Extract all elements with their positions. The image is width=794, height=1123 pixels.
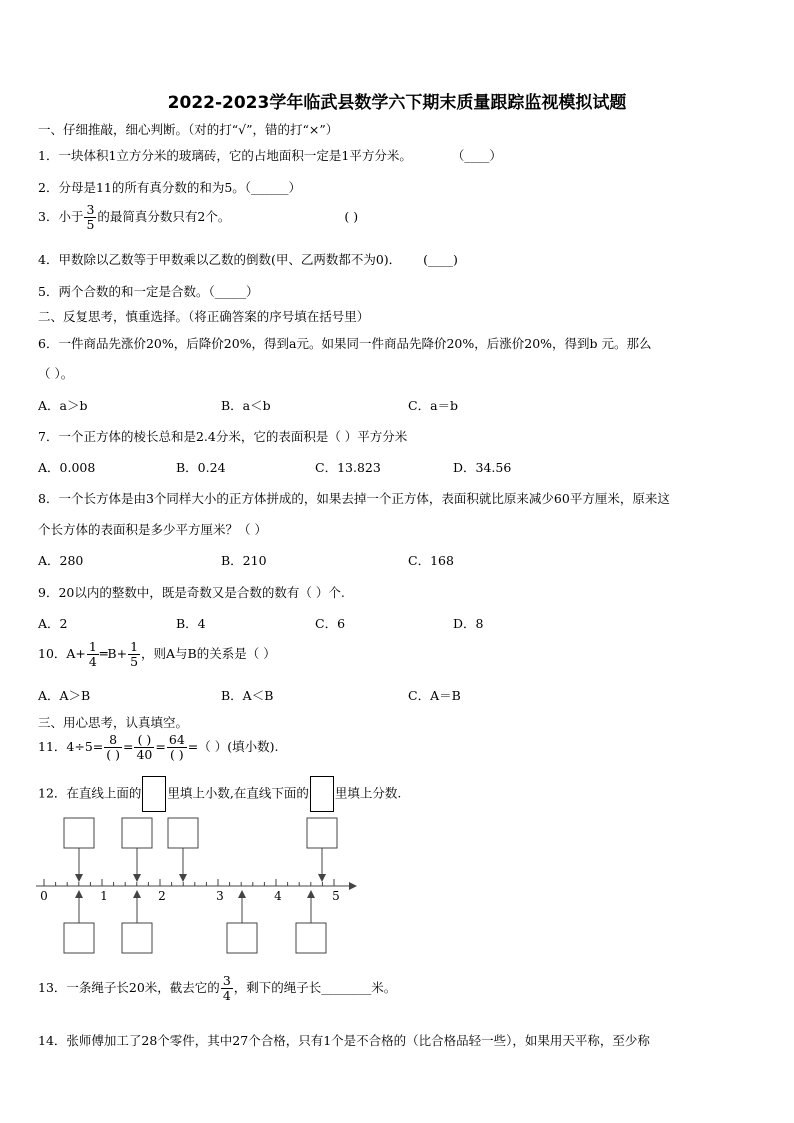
option-a[interactable]: A．a＞b bbox=[38, 398, 88, 413]
question-5: 5．两个合数的和一定是合数。（_____） bbox=[38, 284, 259, 299]
option-d[interactable]: D．34.56 bbox=[453, 460, 512, 475]
tick-label: 0 bbox=[40, 889, 48, 903]
fraction-1-4: $\frac{1}{4}$ bbox=[88, 639, 97, 669]
fraction-3-4: $\frac{3}{4}$ bbox=[222, 973, 231, 1003]
option-a[interactable]: A．0.008 bbox=[38, 460, 96, 475]
question-4-text: 4．甲数除以乙数等于甲数乘以乙数的倒数(甲、乙两数都不为0)． bbox=[38, 252, 402, 267]
tick-label: 5 bbox=[332, 889, 340, 903]
question-7: 7．一个正方体的棱长总和是2.4分米，它的表面积是（ ）平方分米 bbox=[38, 429, 408, 444]
tick-label: 3 bbox=[216, 889, 224, 903]
answer-box-lower bbox=[227, 923, 257, 953]
question-6-line2: （ ）。 bbox=[38, 366, 74, 381]
option-b[interactable]: B．a＜b bbox=[221, 398, 271, 413]
question-10-pre: 10．A+ bbox=[38, 645, 86, 661]
question-2: 2．分母是11的所有真分数的和为5。（______） bbox=[38, 180, 302, 195]
question-1-text: 1．一块体积1立方分米的玻璃砖，它的占地面积一定是1平方分米。 bbox=[38, 148, 412, 163]
question-13-pre: 13．一条绳子长20米，截去它的 bbox=[38, 979, 220, 995]
option-b[interactable]: B．210 bbox=[221, 553, 267, 568]
section-3-heading: 三、用心思考，认真填空。 bbox=[38, 715, 189, 730]
option-b[interactable]: B．0.24 bbox=[176, 460, 226, 475]
answer-box-lower bbox=[296, 923, 326, 953]
question-10-mid: ═B+ bbox=[99, 645, 128, 661]
option-c[interactable]: C．A＝B bbox=[408, 688, 461, 703]
page-title: 2022-2023学年临武县数学六下期末质量跟踪监视模拟试题 bbox=[167, 93, 627, 113]
option-c[interactable]: C．a＝b bbox=[408, 398, 459, 413]
option-b[interactable]: B．4 bbox=[176, 616, 206, 631]
answer-box-lower bbox=[64, 923, 94, 953]
question-9: 9．20以内的整数中，既是奇数又是合数的数有（ ）个. bbox=[38, 585, 345, 600]
fraction-11-c: $\frac{64}{( )}$ bbox=[168, 732, 185, 762]
question-3-pre: 3．小于 bbox=[38, 208, 84, 224]
question-6-line1: 6．一件商品先涨价20%，后降价20%，得到a元。如果同一件商品先降价20%，后涨价20%，得到b 元。那么 bbox=[38, 336, 652, 351]
question-1-blank[interactable]: （____） bbox=[451, 148, 502, 163]
question-4-blank[interactable]: (____) bbox=[423, 252, 458, 267]
question-14: 14．张师傅加工了28个零件，其中27个合格，只有1个是不合格的（比合格品轻一些），如果用天平称，至少称 bbox=[38, 1033, 650, 1048]
question-12-pre: 12．在直线上面的 bbox=[38, 785, 142, 801]
answer-box-upper bbox=[168, 818, 198, 848]
option-d[interactable]: D．8 bbox=[453, 616, 484, 631]
question-3-post: 的最简真分数只有2个。 bbox=[97, 208, 231, 224]
question-12-post: 里填上分数. bbox=[334, 785, 402, 801]
option-c[interactable]: C．168 bbox=[408, 553, 454, 568]
answer-box-upper bbox=[307, 818, 337, 848]
equals-sign: = bbox=[155, 738, 166, 754]
question-12-mid: 里填上小数,在直线下面的 bbox=[167, 785, 309, 801]
question-10-post: ，则A与B的关系是（ ） bbox=[141, 645, 276, 661]
option-b[interactable]: B．A＜B bbox=[221, 688, 274, 703]
fraction-11-a: $\frac{8}{( )}$ bbox=[106, 732, 120, 762]
question-13 bbox=[38, 974, 396, 1003]
question-13-post: ，剩下的绳子长________米。 bbox=[233, 979, 397, 995]
option-a[interactable]: A．A＞B bbox=[38, 688, 91, 703]
question-8-line1: 8．一个长方体是由3个同样大小的正方体拼成的，如果去掉一个正方体，表面积就比原来减少60平方厘米，原来这 bbox=[38, 491, 670, 506]
section-1-heading: 一、仔细推敲，细心判断。（对的打“√”，错的打“×”） bbox=[38, 122, 339, 137]
option-c[interactable]: C．6 bbox=[315, 616, 346, 631]
tick-label: 1 bbox=[100, 889, 108, 903]
answer-box-upper bbox=[122, 818, 152, 848]
equals-sign: = bbox=[123, 738, 134, 754]
tick-label: 4 bbox=[274, 889, 282, 903]
answer-box-upper bbox=[64, 818, 94, 848]
answer-box-lower bbox=[122, 923, 152, 953]
fraction-11-b: $\frac{( )}{40}$ bbox=[136, 732, 153, 762]
question-11-post: =（ ）(填小数). bbox=[187, 738, 279, 754]
question-3-blank[interactable]: ( ) bbox=[344, 208, 359, 224]
tick-label: 2 bbox=[158, 889, 166, 903]
option-a[interactable]: A．280 bbox=[38, 553, 84, 568]
option-c[interactable]: C．13.823 bbox=[315, 460, 381, 475]
section-2-heading: 二、反复思考，慎重选择。（将正确答案的序号填在括号里） bbox=[38, 309, 370, 324]
question-8-line2: 个长方体的表面积是多少平方厘米？（ ） bbox=[38, 522, 267, 537]
fraction-3-5: $\frac{3}{5}$ bbox=[86, 202, 95, 232]
option-a[interactable]: A．2 bbox=[38, 616, 68, 631]
fraction-1-5: $\frac{1}{5}$ bbox=[130, 639, 139, 669]
question-11-pre: 11．4÷5= bbox=[38, 738, 104, 754]
